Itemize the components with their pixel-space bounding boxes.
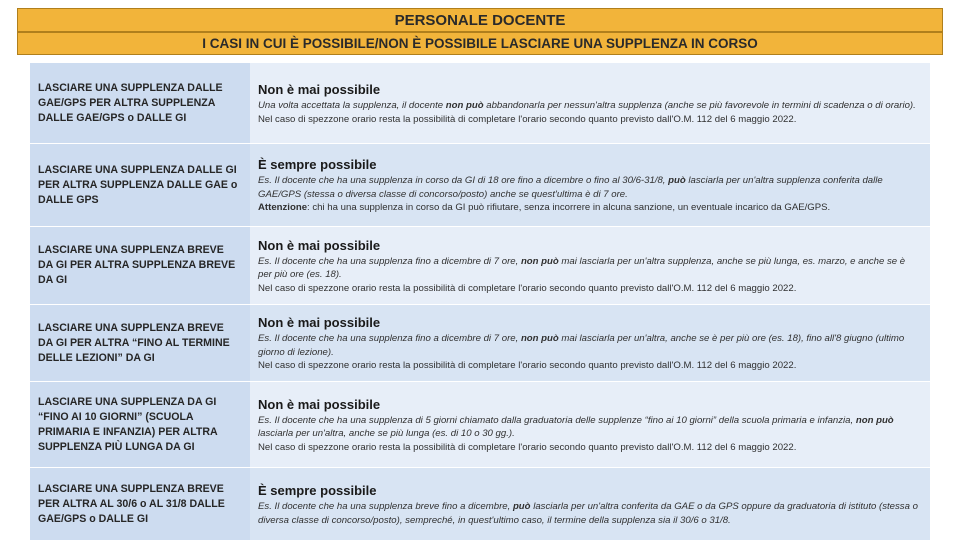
- case-label: LASCIARE UNA SUPPLENZA DALLE GAE/GPS PER ALTRA SUPPLENZA DALLE GAE/GPS o DALLE GI: [30, 63, 250, 143]
- case-label: LASCIARE UNA SUPPLENZA BREVE DA GI PER ALTRA SUPPLENZA BREVE DA GI: [30, 227, 250, 304]
- page-subtitle: I CASI IN CUI È POSSIBILE/NON È POSSIBILE LASCIARE UNA SUPPLENZA IN CORSO: [17, 32, 943, 55]
- verdict-text: Non è mai possibile: [258, 396, 381, 412]
- note-text: Nel caso di spezzone orario resta la possibilità di completare l'orario secondo quanto previsto dall'O.M. 112 del 6 maggio 2022.: [258, 360, 797, 372]
- case-detail: [250, 468, 930, 540]
- example-text: Es. Il docente che ha una supplenza di 5 giorni chiamato dalla graduatoria delle supplenze “fino ai 10 giorni” della scuola primaria e infanzia, non può lasciarla per un'altra, anche se più lunga (es. di 10 o 30 gg.).: [258, 414, 894, 440]
- case-detail: [250, 305, 930, 381]
- example-text: Es. Il docente che ha una supplenza in corso da GI di 18 ore fino a dicembre o fino al 30/6-31/8, può lasciarla per un'altra supplenza conferita dalle GAE/GPS (stessa o diversa classe di concorso/posto) anche se quest'ultima è di 7 ore.: [258, 175, 883, 200]
- verdict-text: Non è mai possibile: [258, 237, 381, 253]
- example-text: Es. Il docente che ha una supplenza fino a dicembre di 7 ore, non può mai lasciarla per un'altra supplenza, anche se più lunga, es. marzo, e anche se è per più ore (es. 18).: [258, 255, 906, 281]
- example-text: Es. Il docente che ha una supplenza fino a dicembre di 7 ore, non può mai lasciarla per un'altra, anche se è per più ore (es. 18), fino all'8 giugno (ultimo giorno di lezione).: [258, 333, 905, 358]
- case-label: LASCIARE UNA SUPPLENZA DA GI “FINO AI 10 GIORNI” (SCUOLA PRIMARIA E INFANZIA) PER ALTRA SUPPLENZA PIÙ LUNGA DA GI: [30, 382, 250, 467]
- example-text: Es. Il docente che ha una supplenza breve fino a dicembre, può lasciarla per un'altra conferita da GAE o da GPS oppure da graduatoria di istituto (stessa o diversa classe di concorso/posto), sempreché, in quest'ultimo caso, il termine della supplenza sia il 30/6 o 31/8.: [258, 501, 918, 526]
- note-text: Nel caso di spezzone orario resta la possibilità di completare l'orario secondo quanto previsto dall'O.M. 112 del 6 maggio 2022.: [258, 441, 797, 453]
- case-detail: [250, 144, 930, 226]
- table-row: [30, 63, 930, 144]
- table-row: [30, 305, 930, 382]
- page-title: PERSONALE DOCENTE: [17, 8, 943, 32]
- table-row: [30, 468, 930, 541]
- table-row: [30, 144, 930, 227]
- verdict-text: Non è mai possibile: [258, 82, 381, 98]
- note-text: Nel caso di spezzone orario resta la possibilità di completare l'orario secondo quanto previsto dall'O.M. 112 del 6 maggio 2022.: [258, 282, 797, 294]
- case-detail: [250, 227, 930, 304]
- example-text: Una volta accettata la supplenza, il docente non può abbandonarla per nessun'altra supplenza (anche se più favorevole in termini di scadenza o di orario).: [258, 100, 916, 112]
- verdict-text: Non è mai possibile: [258, 315, 381, 331]
- note-text: Nel caso di spezzone orario resta la possibilità di completare l'orario secondo quanto previsto dall'O.M. 112 del 6 maggio 2022.: [258, 113, 797, 125]
- case-label: LASCIARE UNA SUPPLENZA BREVE PER ALTRA AL 30/6 o AL 31/8 DALLE GAE/GPS o DALLE GI: [30, 468, 250, 540]
- case-detail: [250, 63, 930, 143]
- table-row: [30, 382, 930, 468]
- cases-table: [30, 63, 930, 541]
- case-detail: [250, 382, 930, 467]
- attention-text: Attenzione: chi ha una supplenza in corso da GI può rifiutare, senza incorrere in alcuna sanzione, un eventuale incarico da GAE/GPS.: [258, 202, 831, 214]
- table-row: [30, 227, 930, 305]
- verdict-text: È sempre possibile: [258, 483, 377, 499]
- case-label: LASCIARE UNA SUPPLENZA DALLE GI PER ALTRA SUPPLENZA DALLE GAE o DALLE GPS: [30, 144, 250, 226]
- verdict-text: È sempre possibile: [258, 157, 377, 173]
- case-label: LASCIARE UNA SUPPLENZA BREVE DA GI PER ALTRA “FINO AL TERMINE DELLE LEZIONI” DA GI: [30, 305, 250, 381]
